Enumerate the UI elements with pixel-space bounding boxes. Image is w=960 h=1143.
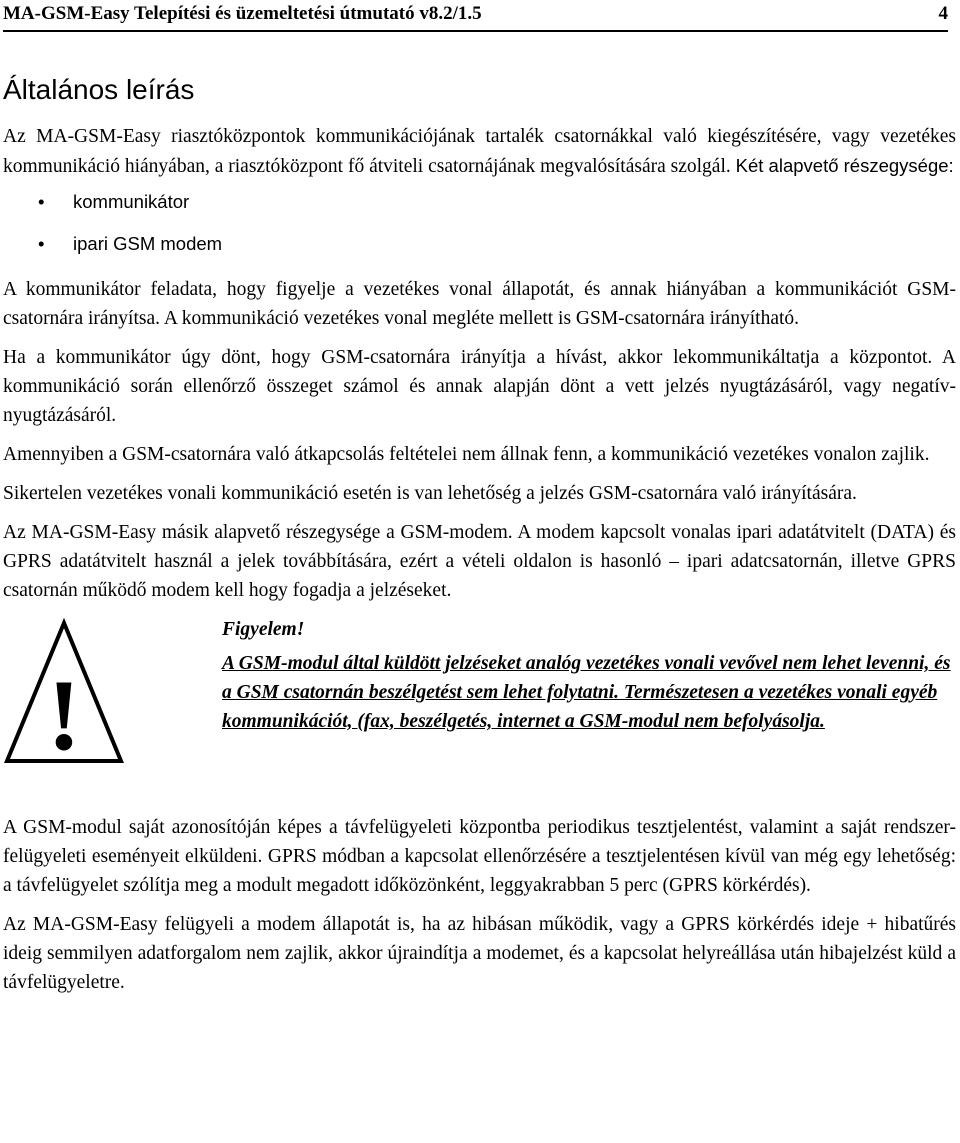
list-item (3, 187, 956, 229)
failure-paragraph: Sikertelen vezetékes vonali kommunikáció esetén is van lehetőség a jelzés GSM-csatornára való irányítására. (3, 483, 857, 504)
modem-paragraph (3, 518, 956, 605)
warning-notice: A GSM-modul által küldött jelzéseket analóg vezetékes vonali vevővel nem lehet levenni, és a GSM csatornán beszélgetést sem lehet folytatni. Természetesen a vezetékes vonali egyéb kommunikációt, (fax, beszélgetés, internet a GSM-modul nem befolyásolja. (222, 653, 951, 732)
intro-components-label: Két alapvető részegysége: (735, 155, 954, 176)
intro-paragraph (3, 122, 956, 181)
routing-paragraph (3, 343, 956, 430)
warning-text (222, 615, 958, 736)
exclamation-triangle-icon (3, 617, 125, 765)
modem-supervision-paragraph: Az MA-GSM-Easy felügyeli a modem állapotát is, ha az hibásan működik, vagy a GPRS körkérdés ideje + hibatűrés ideig semmilyen adatforgalom nem zajlik, akkor újraindítja a modemet, és a kapcsolat helyreállása után hibajelzést küld a távfelügyeletre. (3, 914, 956, 993)
test-report-paragraph (3, 813, 956, 900)
section-heading: Általános leírás (3, 74, 195, 105)
intro-text: Az MA-GSM-Easy riasztóközpontok kommunikációjának tartalék csatornákkal való kiegészítésére, vagy vezetékes kommunikáció hiányában, a riasztóközpont fő átviteli csatornájának megvalósítására szolgál. (3, 126, 956, 177)
test-report-text-2: GPRS módban a kapcsolat ellenőrzésére a tesztjelentésen kívül van még egy lehetőség: a távfelügyelet szólítja meg a modult megadott időközönként, leggyakrabban 5 perc (GPRS körkérdés). (3, 846, 956, 896)
document-title: MA-GSM-Easy Telepítési és üzemeltetési útmutató v8.2/1.5 (3, 3, 482, 24)
warning-box (3, 615, 956, 795)
bullet-icon: • (38, 191, 45, 212)
communicator-paragraph (3, 275, 956, 333)
communicator-text-1: A kommunikátor feladata, hogy figyelje a vezetékes vonal állapotát, és annak hiányában a kommunikációt GSM-csatornára irányítsa. (3, 279, 956, 329)
modem-text-2: A modem kapcsolt vonalas ipari adatátvitelt (DATA) és GPRS adatátvitelt használ a jelek továbbítására, ezért a vételi oldalon is hasonló – ipari adatcsatornán, illetve GPRS csatornán működő modem kell hogy fogadja a jelzéseket. (3, 522, 956, 601)
bullet-icon: • (38, 233, 45, 254)
list-item-label: kommunikátor (73, 191, 190, 212)
component-list (3, 187, 956, 263)
warning-symbol: ! (47, 659, 81, 765)
communicator-text-2: A kommunikáció vezetékes vonal megléte mellett is GSM-csatornára irányítható. (163, 308, 800, 329)
page-header (3, 0, 948, 32)
fallback-paragraph: Amennyiben a GSM-csatornára való átkapcsolás feltételei nem állnak fenn, a kommunikáció vezetékes vonalon zajlik. (3, 444, 930, 465)
warning-title: Figyelem! (222, 619, 305, 640)
routing-text-2: A kommunikáció során ellenőrző összeget számol és annak alapján dönt a vett jelzés nyugtázásáról, vagy negatív-nyugtázásáról. (3, 347, 956, 426)
test-report-text-1: A GSM-modul saját azonosítóján képes a távfelügyeleti központba periodikus tesztjelentést, valamint a saját rendszer-felügyeleti eseményeit elküldeni. (3, 817, 956, 867)
document-body (3, 122, 956, 1007)
modem-text-1: Az MA-GSM-Easy másik alapvető részegysége a GSM-modem. (3, 522, 513, 543)
routing-text-1: Ha a kommunikátor úgy dönt, hogy GSM-csatornára irányítja a hívást, akkor lekommunikáltatja a központot. (3, 347, 933, 368)
list-item (3, 229, 956, 263)
page-number: 4 (938, 3, 948, 24)
list-item-label: ipari GSM modem (73, 233, 223, 254)
